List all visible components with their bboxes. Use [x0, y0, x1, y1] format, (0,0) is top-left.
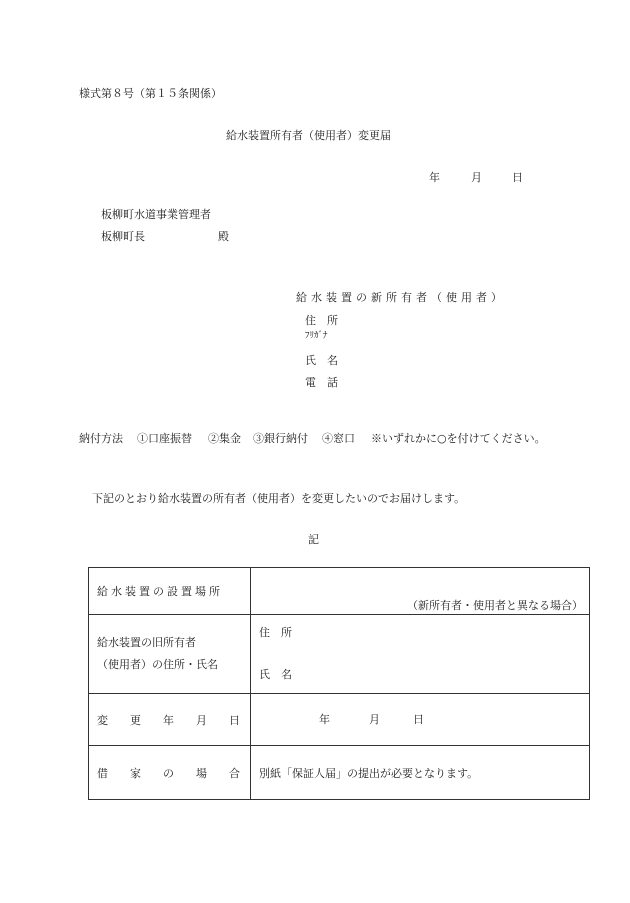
ki-label: 記 [308, 533, 319, 546]
rental-value-cell [251, 746, 590, 800]
rental-label-char: 家 [130, 766, 141, 780]
rental-label-char: 場 [196, 766, 207, 780]
change-date-label-char: 更 [130, 713, 141, 727]
change-date-label-char: 変 [97, 713, 108, 727]
date-month-label: 月 [471, 171, 482, 184]
addressee-honorific: 殿 [218, 230, 229, 243]
previous-owner-value-cell[interactable] [251, 615, 590, 694]
change-date-label [97, 712, 250, 728]
change-date-label-char: 年 [163, 713, 174, 727]
applicant-address-label: 住 所 [305, 314, 338, 327]
rental-label-char: の [163, 766, 174, 780]
rental-label-cell [89, 746, 251, 800]
location-label: 給水装置の設置場所 [97, 585, 223, 598]
payment-note: ※いずれかに○を付けてください。 [371, 432, 546, 445]
table-row-rental [89, 746, 590, 800]
form-title: 給水装置所有者（使用者）変更届 [226, 129, 391, 142]
change-date-value-cell[interactable] [251, 694, 590, 746]
table-row-change-date [89, 694, 590, 746]
rental-label [97, 765, 250, 781]
payment-option-1: ①口座振替 [137, 432, 192, 445]
change-date-label-char: 日 [229, 713, 240, 727]
previous-owner-address-label: 住 所 [259, 626, 292, 639]
change-date-label-char: 月 [196, 713, 207, 727]
applicant-phone-label: 電 話 [305, 376, 338, 389]
addressee-line1: 板柳町水道事業管理者 [101, 208, 211, 221]
date-year-label: 年 [429, 171, 440, 184]
change-date-day: 日 [413, 713, 424, 726]
table-row-previous-owner [89, 615, 590, 694]
change-date-month: 月 [369, 713, 380, 726]
previous-owner-label-line2: （使用者）の住所・氏名 [97, 658, 218, 671]
form-number: 様式第８号（第１５条関係） [79, 87, 222, 100]
applicant-furigana-label: ﾌﾘｶﾞﾅ [305, 331, 328, 341]
rental-label-char: 借 [97, 766, 108, 780]
details-table [88, 567, 590, 800]
payment-option-4: ④窓口 [322, 432, 355, 445]
payment-label: 納付方法 [79, 432, 123, 445]
previous-owner-label-line1: 給水装置の旧所有者 [97, 636, 196, 649]
date-day-label: 日 [512, 171, 523, 184]
change-date-year: 年 [319, 713, 330, 726]
change-date-label-cell [89, 694, 251, 746]
location-label-cell [89, 568, 251, 615]
rental-value: 別紙「保証人届」の提出が必要となります。 [259, 766, 479, 780]
table-row-location [89, 568, 590, 615]
previous-owner-name-label: 氏 名 [259, 668, 292, 681]
location-value-cell[interactable] [251, 568, 590, 615]
rental-label-char: 合 [229, 766, 240, 780]
addressee-line2: 板柳町長 [101, 230, 145, 243]
location-note: （新所有者・使用者と異なる場合） [407, 599, 583, 612]
payment-option-2: ②集金 [208, 432, 241, 445]
applicant-heading: 給水装置の新所有者（使用者） [296, 291, 506, 304]
payment-option-3: ③銀行納付 [253, 432, 308, 445]
applicant-name-label: 氏 名 [305, 354, 338, 367]
previous-owner-label-cell [89, 615, 251, 694]
statement-text: 下記のとおり給水装置の所有者（使用者）を変更したいのでお届けします。 [92, 492, 466, 505]
